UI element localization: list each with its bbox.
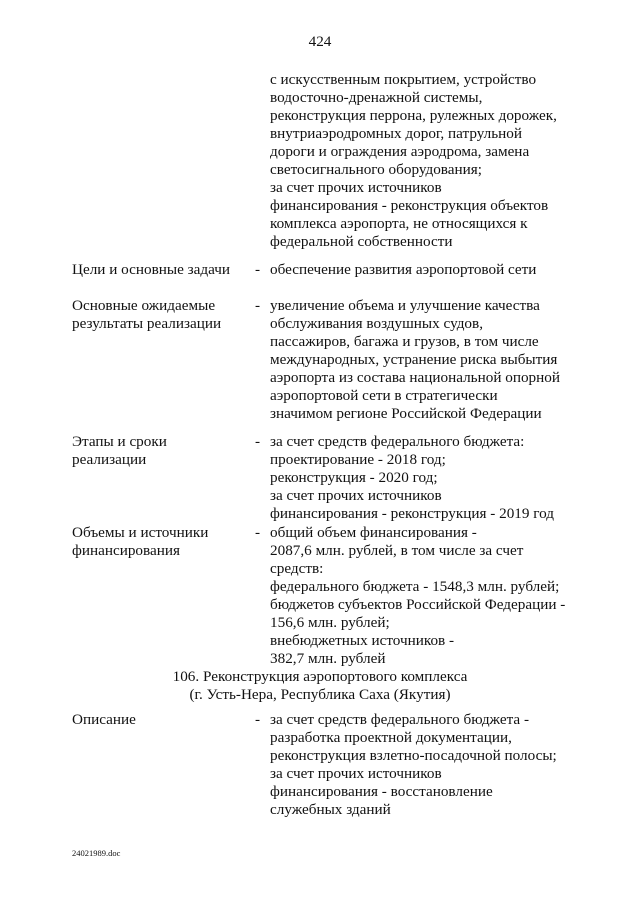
stages-label: Этапы и сроки реализации <box>72 433 167 468</box>
section-heading: 106. Реконструкция аэропортового комплекса (г. Усть-Нера, Республика Саха (Якутия) <box>172 668 468 703</box>
description-dash: - <box>255 711 261 728</box>
results-value: увеличение объема и улучшение качества обслуживания воздушных судов, пассажиров, багажа и грузов, в том числе международных, устранение риска выбытия аэропорта из состава национальной опорной аэропортовой сети в стратегически значимом регионе Российской Федерации <box>270 297 561 422</box>
funding-value: общий объем финансирования - 2087,6 млн. рублей, в том числе за счет средств: федерального бюджета - 1548,3 млн. рублей; бюджетов субъектов Российской Федерации - 156,6 млн. рублей; внебюджетных источников - 382,7 млн. рублей <box>270 524 566 667</box>
goals-dash: - <box>255 261 261 278</box>
footer-filename: 24021989.doc <box>72 848 121 858</box>
description-label: Описание <box>72 711 136 728</box>
results-label: Основные ожидаемые результаты реализации <box>72 297 222 332</box>
funding-label: Объемы и источники финансирования <box>72 524 209 559</box>
results-dash: - <box>255 297 261 314</box>
stages-dash: - <box>255 433 261 450</box>
goals-label: Цели и основные задачи <box>72 261 230 278</box>
page-number: 424 <box>308 33 332 50</box>
continuation-text: с искусственным покрытием, устройство водосточно-дренажной системы, реконструкция перрона, рулежных дорожек, внутриаэродромных дорог, патрульной дороги и ограждения аэродрома, замена светосигнального оборудования; за счет прочих источников финансирования - реконструкция объектов комплекса аэропорта, не относящихся к федеральной собственности <box>270 71 557 250</box>
description-value: за счет средств федерального бюджета - разработка проектной документации, реконструкция взлетно-посадочной полосы; за счет прочих источников финансирования - восстановление служебных зданий <box>270 711 557 818</box>
funding-dash: - <box>255 524 261 541</box>
goals-value: обеспечение развития аэропортовой сети <box>270 261 537 278</box>
stages-value: за счет средств федерального бюджета: проектирование - 2018 год; реконструкция - 2020 год; за счет прочих источников финансирования - реконструкция - 2019 год <box>270 433 555 522</box>
